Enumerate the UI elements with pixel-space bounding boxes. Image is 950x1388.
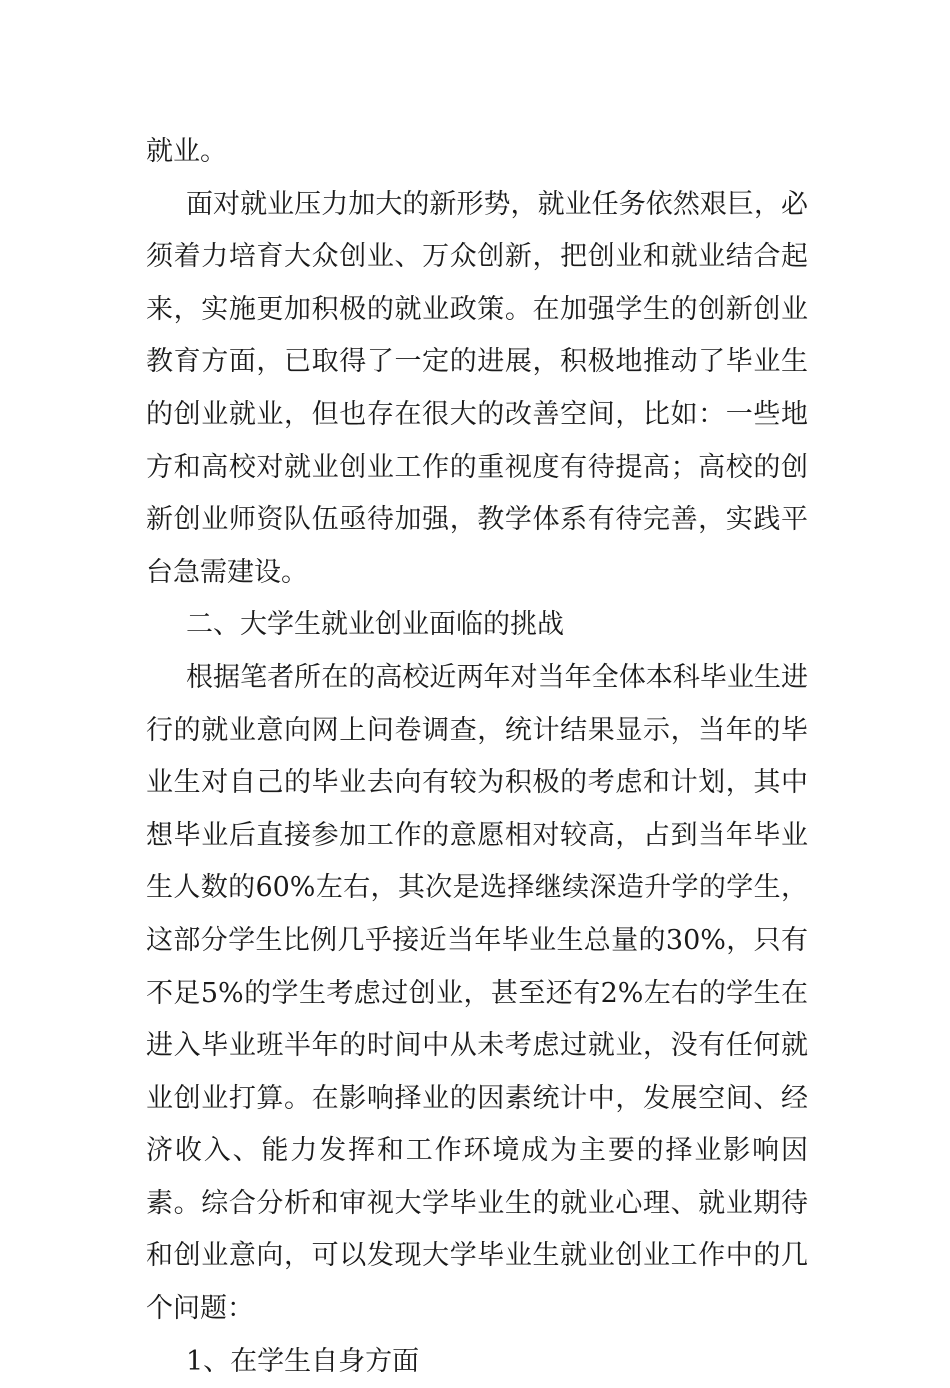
document-body — [146, 126, 808, 1388]
subsection-heading-students: 1、在学生自身方面 — [186, 1345, 420, 1377]
paragraph-survey-results: 根据笔者所在的高校近两年对当年全体本科毕业生进行的就业意向网上问卷调查，统计结果显示，当年的毕业生对自己的毕业去向有较为积极的考虑和计划，其中想毕业后直接参加工作的意愿相对较高，占到当年毕业生人数的60%左右，其次是选择继续深造升学的学生，这部分学生比例几乎接近当年毕业生总量的30%，只有不足5%的学生考虑过创业，甚至还有2%左右的学生在进入毕业班半年的时间中从未考虑过就业，没有任何就业创业打算。在影响择业的因素统计中，发展空间、经济收入、能力发挥和工作环境成为主要的择业影响因素。综合分析和审视大学毕业生的就业心理、就业期待和创业意向，可以发现大学毕业生就业创业工作中的几个问题： — [146, 661, 808, 1325]
section-heading-challenges: 二、大学生就业创业面临的挑战 — [186, 609, 564, 641]
paragraph-employment-situation: 面对就业压力加大的新形势，就业任务依然艰巨，必须着力培育大众创业、万众创新，把创业和就业结合起来，实施更加积极的就业政策。在加强学生的创新创业教育方面，已取得了一定的进展，积极地推动了毕业生的创业就业，但也存在很大的改善空间，比如：一些地方和高校对就业创业工作的重视度有待提高；高校的创新创业师资队伍亟待加强，教学体系有待完善，实践平台急需建设。 — [146, 188, 808, 588]
paragraph-continuation: 就业。 — [146, 136, 227, 167]
